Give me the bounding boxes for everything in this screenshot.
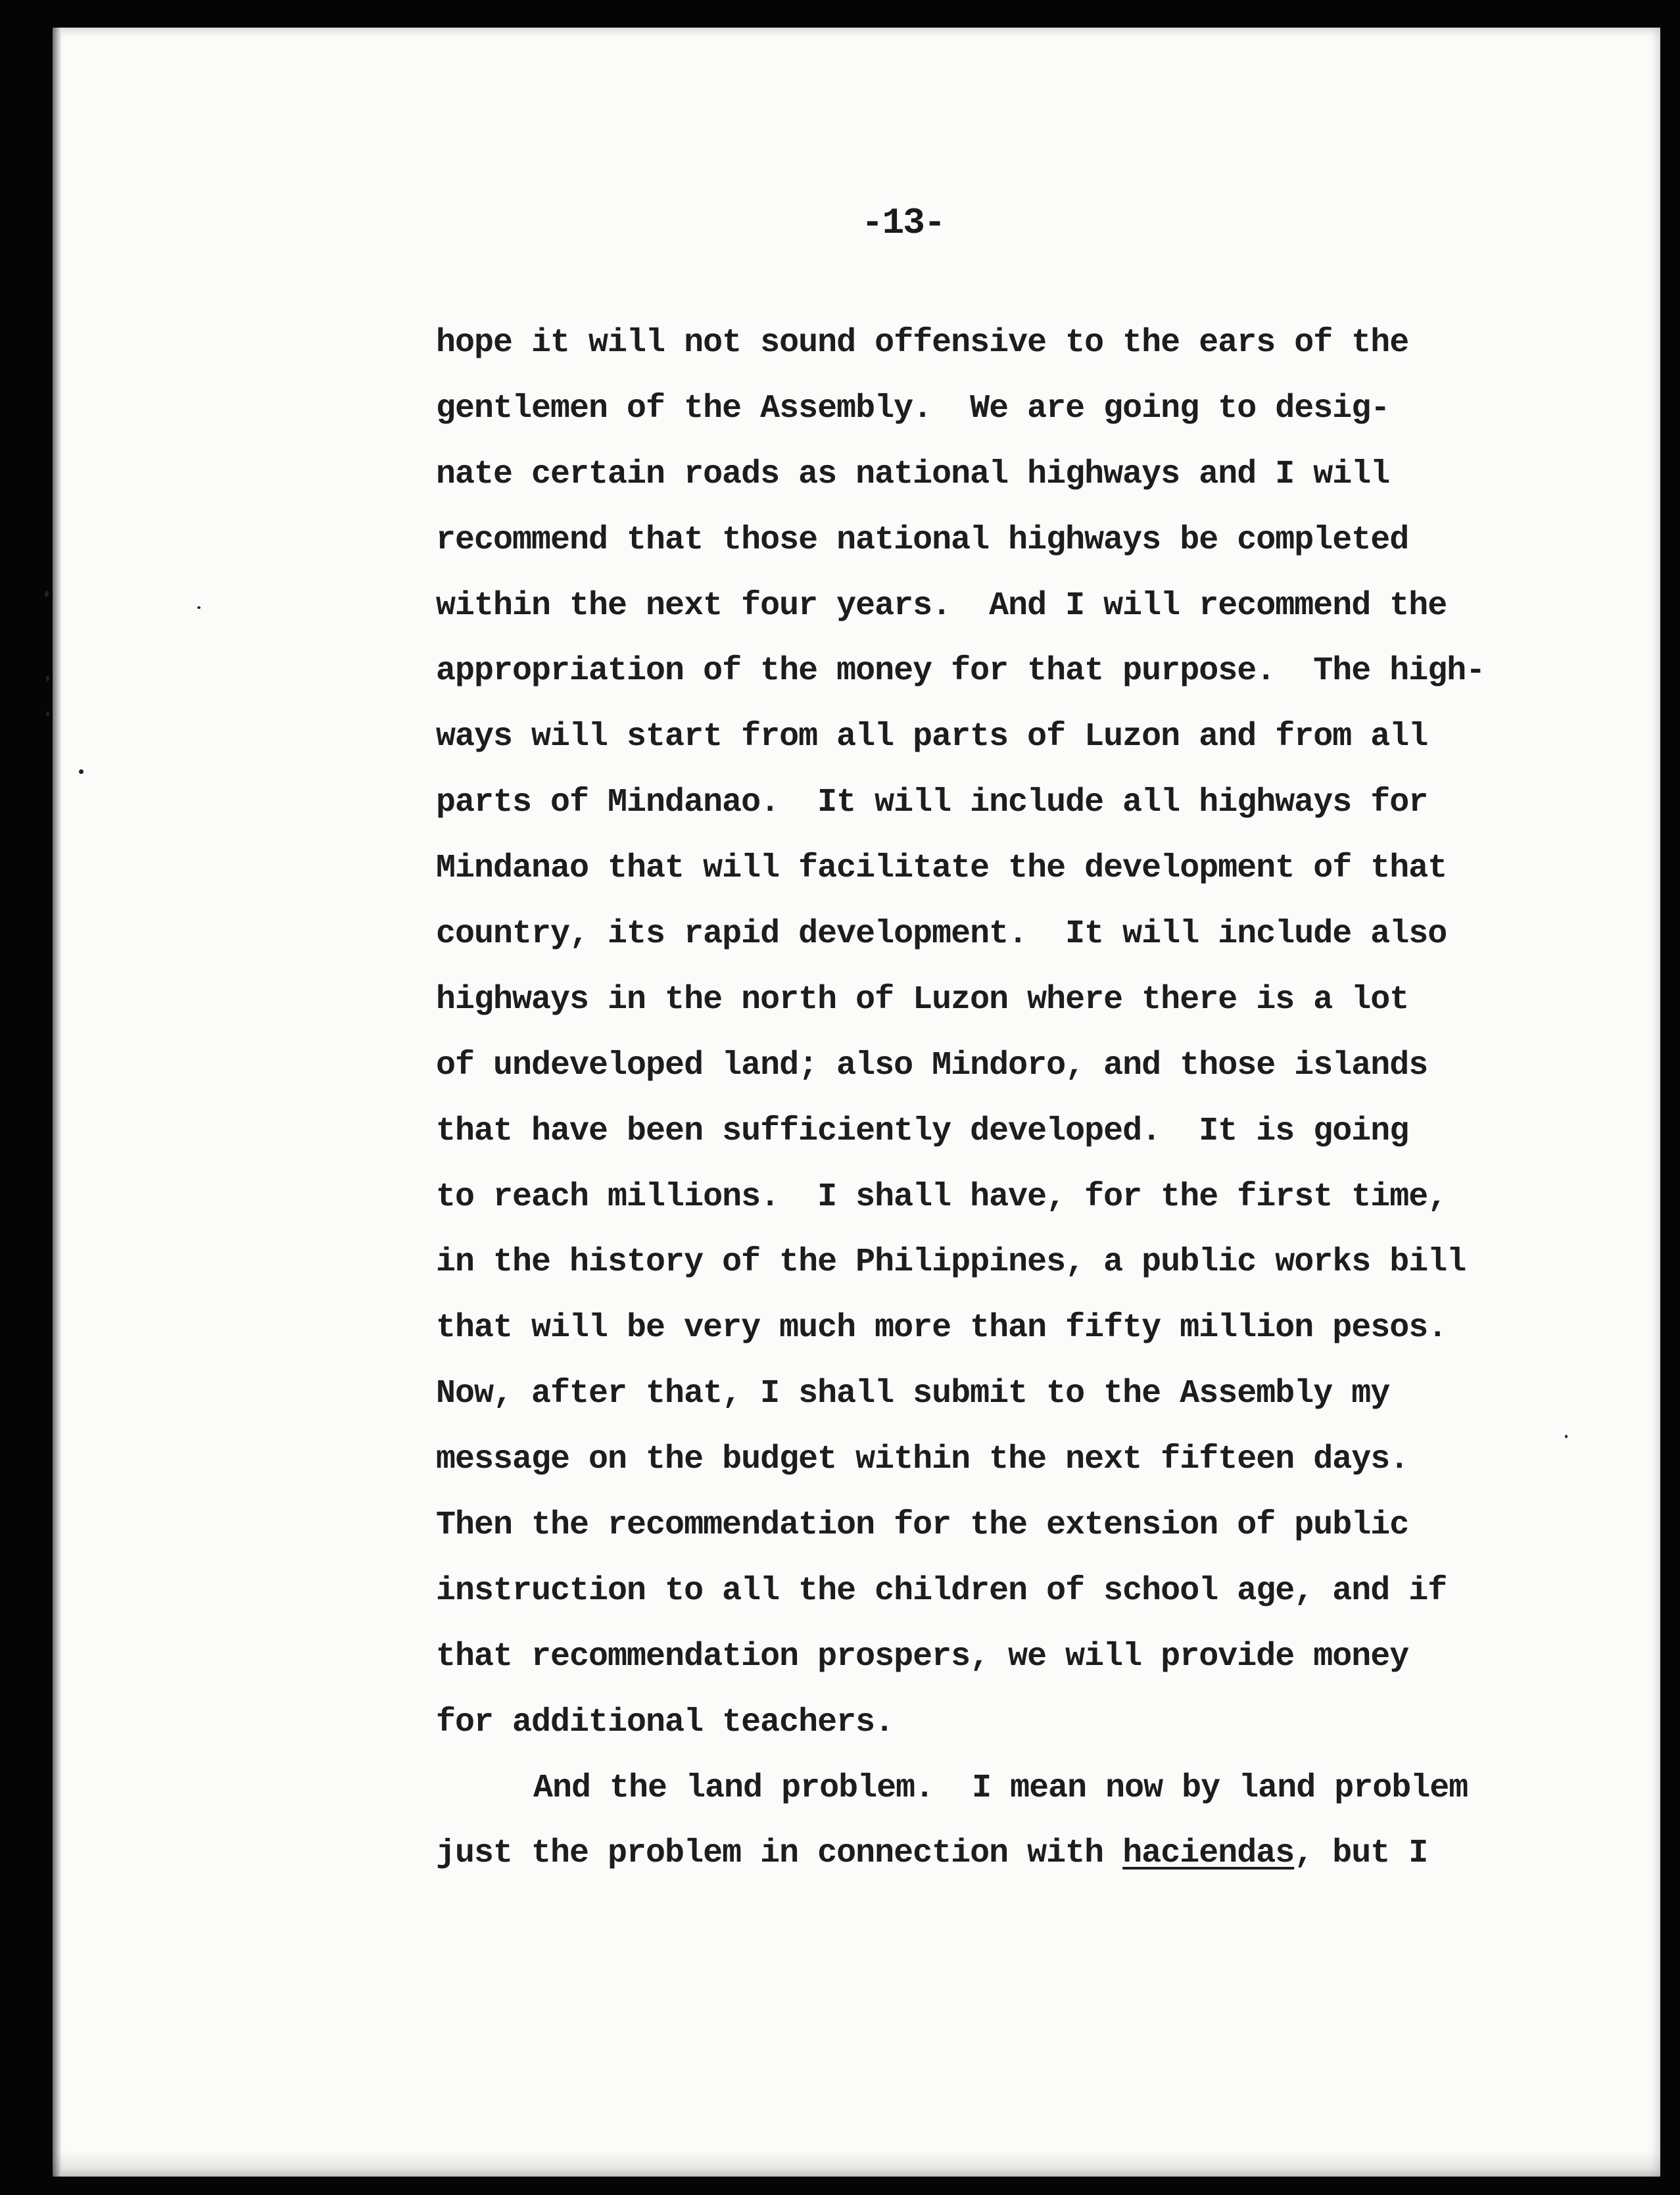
text-line: Then the recommendation for the extension of public bbox=[436, 1507, 1409, 1545]
text-line: instruction to all the children of school age, and if bbox=[436, 1572, 1447, 1610]
text-line: recommend that those national highways be completed bbox=[436, 521, 1409, 559]
scan-speck bbox=[46, 712, 49, 717]
text-line: ways will start from all parts of Luzon and from all bbox=[436, 718, 1428, 756]
text-line: to reach millions. I shall have, for the first time, bbox=[436, 1178, 1447, 1216]
scan-speck bbox=[1565, 1435, 1568, 1438]
text-line: message on the budget within the next fifteen days. bbox=[436, 1441, 1409, 1479]
page-bottom-shadow bbox=[53, 2150, 1660, 2177]
scan-speck bbox=[197, 606, 201, 609]
text-line: nate certain roads as national highways and I will bbox=[436, 455, 1390, 493]
text-line: that will be very much more than fifty million pesos. bbox=[436, 1309, 1447, 1347]
text-line: that have been sufficiently developed. It is going bbox=[436, 1112, 1409, 1150]
text-line: parts of Mindanao. It will include all highways for bbox=[436, 784, 1428, 822]
text-line: of undeveloped land; also Mindoro, and those islands bbox=[436, 1046, 1428, 1084]
text-line: for additional teachers. bbox=[436, 1703, 894, 1741]
underlined-word-haciendas: haciendas bbox=[1122, 1835, 1295, 1873]
text-line: highways in the north of Luzon where there is a lot bbox=[436, 980, 1409, 1019]
paper-edge-shadow bbox=[53, 28, 62, 2177]
scan-speck bbox=[45, 591, 49, 597]
text-line: within the next four years. And I will recommend the bbox=[436, 587, 1447, 625]
page-number: -13- bbox=[861, 202, 945, 244]
last-line-after: , but I bbox=[1294, 1835, 1428, 1873]
document-page bbox=[53, 28, 1660, 2177]
text-line: in the history of the Philippines, a public works bill bbox=[436, 1243, 1466, 1282]
text-line: gentlemen of the Assembly. We are going to desig- bbox=[436, 389, 1390, 427]
text-line: appropriation of the money for that purpose. The high- bbox=[436, 652, 1485, 690]
text-line: Now, after that, I shall submit to the Assembly my bbox=[436, 1375, 1390, 1413]
text-line: country, its rapid development. It will include also bbox=[436, 915, 1447, 953]
scan-speck bbox=[79, 769, 84, 774]
text-line: hope it will not sound offensive to the ears of the bbox=[436, 324, 1409, 362]
paragraph-start-line: And the land problem. I mean now by land problem bbox=[533, 1769, 1468, 1807]
body-text bbox=[436, 317, 1554, 1893]
text-line-last bbox=[436, 1827, 1554, 1893]
scan-speck bbox=[46, 675, 49, 681]
text-line: Mindanao that will facilitate the development of that bbox=[436, 850, 1447, 888]
last-line-before: just the problem in connection with bbox=[436, 1835, 1123, 1873]
text-line: that recommendation prospers, we will provide money bbox=[436, 1637, 1409, 1676]
